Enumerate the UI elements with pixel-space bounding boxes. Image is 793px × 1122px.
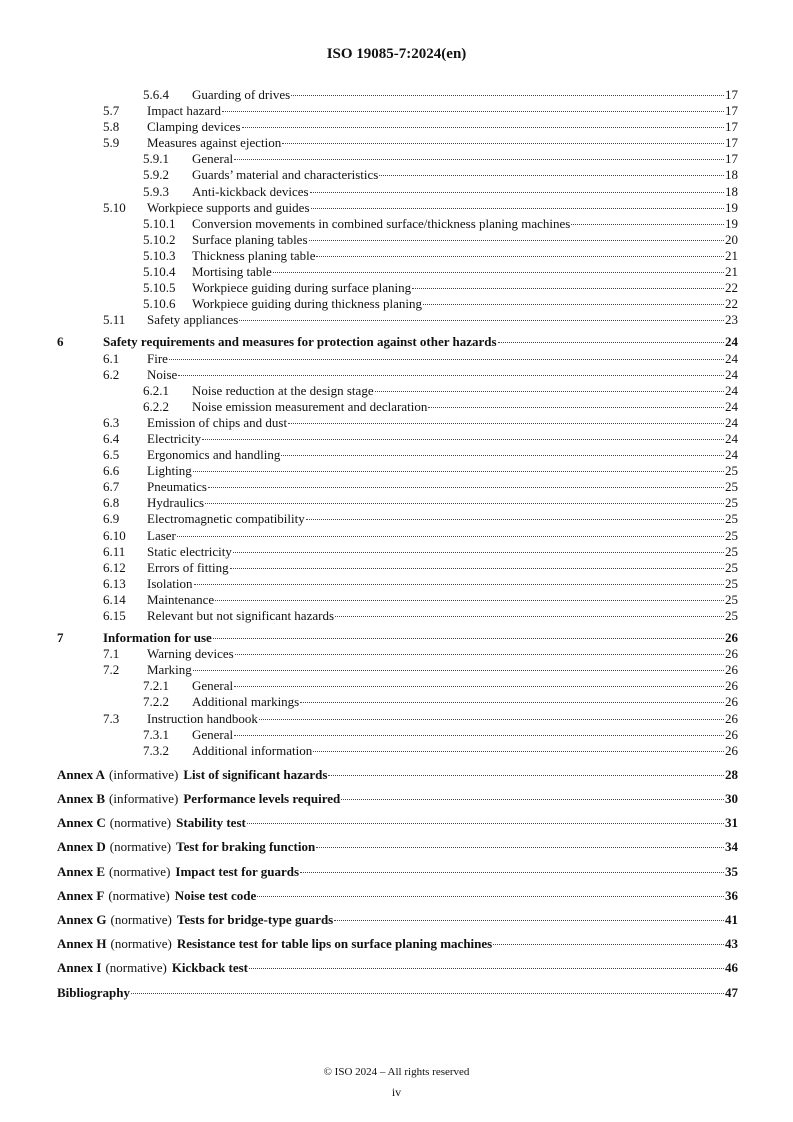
page-ref: 26 — [725, 678, 738, 694]
dot-leader — [239, 320, 724, 321]
section-number: 7.1 — [103, 646, 120, 662]
page-ref: 26 — [725, 710, 738, 726]
section-number: 6.4 — [103, 430, 120, 446]
toc-entry[interactable] — [57, 431, 738, 447]
dot-leader — [412, 288, 724, 289]
section-title: Ergonomics and handling — [147, 447, 281, 463]
page-ref: 22 — [725, 296, 738, 312]
dot-leader — [234, 735, 724, 736]
dot-leader — [310, 192, 724, 193]
dot-leader — [169, 359, 724, 360]
toc-entry[interactable] — [57, 576, 738, 592]
annex-label: Annex H — [57, 936, 107, 952]
annex-type: (normative) — [110, 936, 172, 952]
section-title: Measures against ejection — [147, 135, 282, 151]
dot-leader — [234, 159, 724, 160]
section-number: 5.10.1 — [143, 215, 176, 231]
dot-leader — [233, 552, 724, 553]
document-header: ISO 19085-7:2024(en) — [326, 46, 467, 62]
section-number: 5.6.4 — [143, 87, 169, 102]
dot-leader — [306, 519, 724, 520]
section-number: 5.10.4 — [143, 264, 176, 280]
section-number: 5.9 — [103, 135, 120, 151]
section-title: Safety appliances — [147, 312, 239, 328]
copyright-footer: © ISO 2024 – All rights reserved — [323, 1066, 470, 1078]
toc-annex-entry[interactable] — [57, 884, 738, 908]
toc-entry[interactable] — [57, 399, 738, 415]
page-ref: 17 — [725, 135, 738, 151]
toc-annex-entry[interactable] — [57, 908, 738, 932]
page-ref: 43 — [725, 936, 738, 952]
dot-leader — [131, 993, 724, 994]
section-title: General — [192, 726, 234, 742]
section-title: Pneumatics — [147, 479, 207, 495]
toc-entry[interactable] — [57, 528, 738, 544]
section-number: 6.2 — [103, 366, 120, 382]
dot-leader — [222, 111, 724, 112]
toc-bibliography-entry[interactable] — [57, 981, 738, 1005]
section-number: 7.3 — [103, 710, 120, 726]
annex-label: Annex E — [57, 863, 106, 879]
dot-leader — [194, 584, 725, 585]
dot-leader — [247, 823, 724, 824]
dot-leader — [571, 224, 724, 225]
page-ref: 24 — [725, 430, 738, 446]
annex-type: (normative) — [109, 863, 171, 879]
section-title: Guarding of drives — [192, 87, 291, 102]
toc-entry[interactable] — [57, 463, 738, 479]
page-ref: 30 — [725, 791, 738, 807]
annex-title: Tests for bridge-type guards — [176, 911, 334, 927]
annex-type: (normative) — [105, 960, 167, 976]
dot-leader — [282, 143, 724, 144]
page-ref: 26 — [725, 630, 738, 646]
section-title: Errors of fitting — [147, 559, 229, 575]
toc-annex-entry[interactable] — [57, 860, 738, 884]
section-title: Emission of chips and dust — [147, 414, 288, 430]
dot-leader — [375, 391, 724, 392]
dot-leader — [379, 175, 724, 176]
section-number: 6.2.2 — [143, 398, 169, 414]
dot-leader — [328, 775, 724, 776]
page-ref: 25 — [725, 575, 738, 591]
section-title: Thickness planing table — [192, 247, 316, 263]
section-number: 6.14 — [103, 591, 126, 607]
annex-title: Impact test for guards — [175, 863, 300, 879]
toc-entry[interactable] — [57, 662, 738, 678]
toc-entry[interactable] — [57, 495, 738, 511]
section-title: Noise reduction at the design stage — [192, 382, 374, 398]
section-title: Maintenance — [147, 591, 215, 607]
section-number: 6.13 — [103, 575, 126, 591]
section-number: 5.7 — [103, 103, 120, 119]
page-ref: 46 — [725, 960, 738, 976]
toc-entry[interactable] — [57, 383, 738, 399]
page-ref: 24 — [725, 447, 738, 463]
section-title: Noise — [147, 366, 178, 382]
page-ref: 47 — [725, 984, 738, 1000]
page-ref: 20 — [725, 231, 738, 247]
section-number: 6.11 — [103, 543, 126, 559]
section-number: 5.9.3 — [143, 183, 169, 199]
section-title: Fire — [147, 350, 168, 366]
page-ref: 18 — [725, 167, 738, 183]
toc-entry[interactable] — [57, 334, 738, 350]
section-number: 7.3.1 — [143, 726, 169, 742]
toc-entry[interactable] — [57, 560, 738, 576]
dot-leader — [309, 240, 724, 241]
section-title: Additional information — [192, 742, 313, 758]
page-ref: 26 — [725, 646, 738, 662]
page-ref: 19 — [725, 199, 738, 215]
page-ref: 17 — [725, 151, 738, 167]
page-number: iv — [391, 1085, 402, 1099]
dot-leader — [281, 455, 724, 456]
section-title: Workpiece supports and guides — [147, 199, 310, 215]
section-number: 6.7 — [103, 479, 120, 495]
dot-leader — [341, 799, 724, 800]
section-title: Marking — [147, 662, 192, 678]
dot-leader — [300, 702, 724, 703]
section-number: 6.2.1 — [143, 382, 169, 398]
toc-entry[interactable] — [57, 694, 738, 710]
section-title: Electricity — [147, 430, 202, 446]
page-ref: 26 — [725, 726, 738, 742]
dot-leader — [498, 342, 724, 343]
section-title: General — [192, 678, 234, 694]
page-ref: 24 — [725, 366, 738, 382]
section-number: 7.2.2 — [143, 694, 169, 710]
section-title: Conversion movements in combined surface/thickness planing machines — [192, 215, 571, 231]
section-number: 6 — [57, 334, 64, 350]
toc-annex-entry[interactable] — [57, 835, 738, 859]
section-title: Isolation — [147, 575, 193, 591]
section-number: 6.8 — [103, 495, 120, 511]
section-number: 5.9.1 — [143, 151, 169, 167]
toc-entry[interactable] — [57, 351, 738, 367]
annex-type: (informative) — [109, 791, 179, 807]
toc-annex-entry[interactable] — [57, 956, 738, 980]
dot-leader — [259, 719, 724, 720]
annex-title: Test for braking function — [176, 839, 316, 855]
annex-title: Bibliography — [57, 984, 130, 1000]
toc-entry[interactable] — [57, 727, 738, 743]
toc-entry[interactable] — [57, 200, 738, 216]
annex-label: Annex I — [57, 960, 102, 976]
section-title: Surface planing tables — [192, 231, 308, 247]
page-ref: 28 — [725, 766, 738, 782]
section-title: Workpiece guiding during thickness planing — [192, 296, 423, 312]
section-title: Relevant but not significant hazards — [147, 608, 335, 623]
page-ref: 25 — [725, 543, 738, 559]
dot-leader — [334, 920, 724, 921]
section-title: Lighting — [147, 463, 192, 479]
annex-title: List of significant hazards — [183, 766, 328, 782]
annex-type: (informative) — [109, 766, 179, 782]
toc-entry[interactable] — [57, 479, 738, 495]
toc-entry[interactable] — [57, 135, 738, 151]
page-ref: 18 — [725, 183, 738, 199]
toc-annex-entry[interactable] — [57, 763, 738, 787]
annex-title: Kickback test — [171, 960, 249, 976]
dot-leader — [249, 968, 724, 969]
page-ref: 25 — [725, 559, 738, 575]
toc-entry[interactable] — [57, 232, 738, 248]
toc-entry[interactable] — [57, 447, 738, 463]
toc-annex-entry[interactable] — [57, 932, 738, 956]
annex-label: Annex G — [57, 911, 107, 927]
page-ref: 25 — [725, 463, 738, 479]
dot-leader — [316, 256, 724, 257]
dot-leader — [291, 95, 724, 96]
section-title: Electromagnetic compatibility — [147, 511, 305, 527]
toc-entry[interactable] — [57, 544, 738, 560]
toc-entry[interactable] — [57, 103, 738, 119]
annex-label: Annex F — [57, 887, 105, 903]
annex-label: Annex B — [57, 791, 106, 807]
page-ref: 25 — [725, 511, 738, 527]
annex-type: (normative) — [108, 887, 170, 903]
toc-entry[interactable] — [57, 87, 738, 103]
section-number: 7.3.2 — [143, 742, 169, 758]
toc-entry[interactable] — [57, 415, 738, 431]
page-ref: 24 — [725, 350, 738, 366]
dot-leader — [335, 616, 724, 617]
section-number: 6.10 — [103, 527, 126, 543]
section-number: 5.10 — [103, 199, 126, 215]
section-title: Guards’ material and characteristics — [192, 167, 379, 183]
section-title: Warning devices — [147, 646, 234, 662]
dot-leader — [234, 686, 724, 687]
section-number: 5.10.2 — [143, 231, 176, 247]
page-ref: 26 — [725, 694, 738, 710]
page-ref: 21 — [725, 264, 738, 280]
toc-entry[interactable] — [57, 280, 738, 296]
toc-entry[interactable] — [57, 711, 738, 727]
page-ref: 21 — [725, 247, 738, 263]
page-ref: 26 — [725, 662, 738, 678]
toc-annex-entry[interactable] — [57, 787, 738, 811]
dot-leader — [193, 670, 724, 671]
page-ref: 22 — [725, 280, 738, 296]
section-number: 6.9 — [103, 511, 120, 527]
section-number: 6.1 — [103, 350, 120, 366]
annex-title: Resistance test for table lips on surface planing machines — [176, 936, 493, 952]
annex-title: Stability test — [176, 815, 246, 831]
page-ref: 41 — [725, 911, 738, 927]
dot-leader — [288, 423, 724, 424]
page-ref: 24 — [725, 414, 738, 430]
page-ref: 25 — [725, 591, 738, 607]
toc-entry[interactable] — [57, 264, 738, 280]
dot-leader — [177, 536, 724, 537]
page-ref: 25 — [725, 479, 738, 495]
section-title: Static electricity — [147, 543, 232, 559]
page-ref: 19 — [725, 215, 738, 231]
section-title: Additional markings — [192, 694, 300, 710]
annex-title: Performance levels required — [183, 791, 341, 807]
section-title: Noise emission measurement and declaration — [192, 398, 428, 414]
section-title: Workpiece guiding during surface planing — [192, 280, 412, 296]
page-ref: 34 — [725, 839, 738, 855]
section-number: 6.15 — [103, 608, 126, 623]
annex-title: Noise test code — [174, 887, 257, 903]
toc-entry[interactable] — [57, 608, 738, 624]
dot-leader — [208, 487, 724, 488]
section-number: 7 — [57, 630, 64, 646]
page-ref: 35 — [725, 863, 738, 879]
dot-leader — [428, 407, 724, 408]
dot-leader — [202, 439, 724, 440]
annex-type: (normative) — [109, 839, 172, 855]
page-ref: 25 — [725, 608, 738, 623]
dot-leader — [311, 208, 725, 209]
page-ref: 17 — [725, 87, 738, 102]
toc-entry[interactable] — [57, 312, 738, 328]
section-number: 6.12 — [103, 559, 126, 575]
dot-leader — [316, 847, 724, 848]
dot-leader — [178, 375, 724, 376]
page-ref: 36 — [725, 887, 738, 903]
page-ref: 17 — [725, 119, 738, 135]
toc-entry[interactable] — [57, 167, 738, 183]
dot-leader — [235, 654, 724, 655]
toc-entry[interactable] — [57, 678, 738, 694]
section-number: 6.3 — [103, 414, 120, 430]
page-ref: 17 — [725, 103, 738, 119]
section-title: Mortising table — [192, 264, 272, 280]
page-ref: 24 — [725, 398, 738, 414]
section-number: 5.10.6 — [143, 296, 176, 312]
toc-entry[interactable] — [57, 743, 738, 759]
toc-entry[interactable] — [57, 630, 738, 646]
annex-type: (normative) — [109, 815, 172, 831]
dot-leader — [493, 944, 724, 945]
section-title: General — [192, 151, 234, 167]
annex-label: Annex A — [57, 766, 106, 782]
table-of-contents — [57, 87, 738, 1005]
section-title: Instruction handbook — [147, 710, 258, 726]
dot-leader — [242, 127, 724, 128]
dot-leader — [213, 638, 724, 639]
toc-entry[interactable] — [57, 367, 738, 383]
toc-entry[interactable] — [57, 592, 738, 608]
section-number: 5.11 — [103, 312, 126, 328]
section-number: 6.5 — [103, 447, 120, 463]
section-number: 7.2.1 — [143, 678, 169, 694]
page-ref: 24 — [725, 382, 738, 398]
toc-entry[interactable] — [57, 184, 738, 200]
dot-leader — [193, 471, 724, 472]
section-title: Laser — [147, 527, 176, 543]
toc-entry[interactable] — [57, 119, 738, 135]
page-ref: 25 — [725, 495, 738, 511]
section-title: Information for use — [103, 630, 212, 646]
page-ref: 24 — [725, 334, 738, 350]
toc-entry[interactable] — [57, 511, 738, 527]
section-number: 6.6 — [103, 463, 120, 479]
annex-type: (normative) — [110, 911, 172, 927]
page-ref: 23 — [725, 312, 738, 328]
section-title: Hydraulics — [147, 495, 205, 511]
section-title: Safety requirements and measures for protection against other hazards — [103, 334, 497, 350]
annex-label: Annex D — [57, 839, 106, 855]
dot-leader — [205, 503, 724, 504]
annex-label: Annex C — [57, 815, 106, 831]
section-number: 5.10.3 — [143, 247, 176, 263]
dot-leader — [313, 751, 724, 752]
toc-entry[interactable] — [57, 296, 738, 312]
dot-leader — [230, 568, 724, 569]
toc-entry[interactable] — [57, 151, 738, 167]
toc-entry[interactable] — [57, 646, 738, 662]
dot-leader — [300, 872, 724, 873]
section-number: 5.9.2 — [143, 167, 169, 183]
toc-entry[interactable] — [57, 216, 738, 232]
page-ref: 25 — [725, 527, 738, 543]
section-title: Clamping devices — [147, 119, 241, 135]
section-number: 7.2 — [103, 662, 120, 678]
toc-annex-entry[interactable] — [57, 811, 738, 835]
page-ref: 31 — [725, 815, 738, 831]
section-title: Anti-kickback devices — [192, 183, 309, 199]
section-number: 5.10.5 — [143, 280, 176, 296]
dot-leader — [273, 272, 724, 273]
dot-leader — [215, 600, 724, 601]
section-number: 5.8 — [103, 119, 120, 135]
page-ref: 26 — [725, 742, 738, 758]
toc-entry[interactable] — [57, 248, 738, 264]
dot-leader — [423, 304, 724, 305]
section-title: Impact hazard — [147, 103, 221, 119]
dot-leader — [257, 896, 724, 897]
